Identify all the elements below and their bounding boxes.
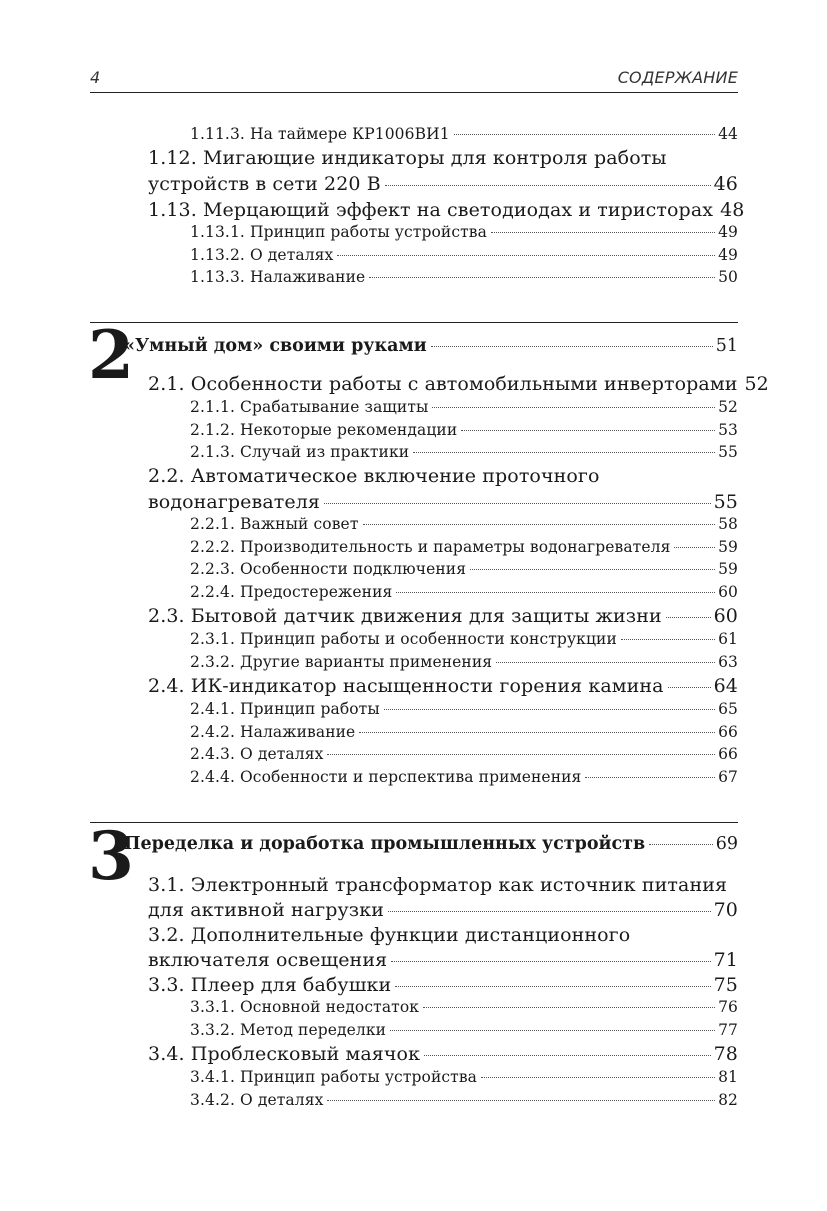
toc-entry[interactable]: водонагревателя 55: [148, 491, 738, 513]
toc-entry[interactable]: 2.4.2. Налаживание 66: [190, 723, 738, 741]
toc-entry[interactable]: 2.1. Особенности работы с автомобильными инверторами 52: [148, 373, 769, 395]
running-title: СОДЕРЖАНИЕ: [617, 68, 738, 87]
toc-entry[interactable]: включателя освещения 71: [148, 949, 738, 971]
toc-entry[interactable]: 2.2.1. Важный совет 58: [190, 515, 738, 533]
page-number: 4: [90, 68, 101, 87]
toc-entry[interactable]: 2.2.4. Предостережения 60: [190, 583, 738, 601]
toc-entry[interactable]: 3.3.1. Основной недостаток 76: [190, 998, 738, 1016]
toc-entry[interactable]: 2.1.2. Некоторые рекомендации 53: [190, 421, 738, 439]
running-header: [90, 68, 738, 93]
toc-entry[interactable]: 1.13.3. Налаживание 50: [190, 268, 738, 286]
toc-entry[interactable]: 3.4.1. Принцип работы устройства 81: [190, 1068, 738, 1086]
toc-entry[interactable]: 2.2.2. Производительность и параметры водонагревателя 59: [190, 538, 738, 556]
toc-entry[interactable]: для активной нагрузки 70: [148, 899, 738, 921]
toc-entry[interactable]: 3.3. Плеер для бабушки 75: [148, 974, 738, 996]
toc-entry[interactable]: 2.1.1. Срабатывание защиты 52: [190, 398, 738, 416]
toc-entry[interactable]: 3.4. Проблесковый маячок 78: [148, 1043, 738, 1065]
chapter-divider: [90, 822, 738, 823]
toc-entry-line1[interactable]: 3.2. Дополнительные функции дистанционного: [148, 924, 631, 946]
chapter-number: 3: [88, 817, 134, 895]
toc-entry[interactable]: 2.4.3. О деталях 66: [190, 745, 738, 763]
toc-entry[interactable]: 2.3. Бытовой датчик движения для защиты жизни 60: [148, 605, 738, 627]
toc-entry[interactable]: 1.13. Мерцающий эффект на светодиодах и тиристорах 48: [148, 199, 745, 221]
toc-entry[interactable]: 2.2.3. Особенности подключения 59: [190, 560, 738, 578]
toc-entry[interactable]: 3.4.2. О деталях 82: [190, 1091, 738, 1109]
toc-entry[interactable]: 2.3.2. Другие варианты применения 63: [190, 653, 738, 671]
toc-entry[interactable]: 2.3.1. Принцип работы и особенности конструкции 61: [190, 630, 738, 648]
toc-entry[interactable]: 3.3.2. Метод переделки 77: [190, 1021, 738, 1039]
toc-entry[interactable]: устройств в сети 220 В 46: [148, 173, 738, 195]
toc-entry-line1[interactable]: 2.2. Автоматическое включение проточного: [148, 465, 600, 487]
chapter-title-entry[interactable]: Переделка и доработка промышленных устройств 69: [124, 834, 738, 854]
chapter-title-entry[interactable]: «Умный дом» своими руками 51: [124, 336, 738, 356]
chapter-number: 2: [88, 316, 134, 394]
toc-entry[interactable]: 2.4. ИК-индикатор насыщенности горения камина 64: [148, 675, 738, 697]
toc-entry[interactable]: 2.4.4. Особенности и перспектива применения 67: [190, 768, 738, 786]
toc-entry-line1[interactable]: 3.1. Электронный трансформатор как источник питания: [148, 874, 728, 896]
chapter-divider: [90, 322, 738, 323]
toc-entry[interactable]: 2.1.3. Случай из практики 55: [190, 443, 738, 461]
toc-entry[interactable]: 1.11.3. На таймере КР1006ВИ1 44: [190, 125, 738, 143]
toc-entry[interactable]: 1.13.1. Принцип работы устройства 49: [190, 223, 738, 241]
toc-entry[interactable]: 2.4.1. Принцип работы 65: [190, 700, 738, 718]
toc-entry-line1[interactable]: 1.12. Мигающие индикаторы для контроля работы: [148, 147, 667, 169]
toc-entry[interactable]: 1.13.2. О деталях 49: [190, 246, 738, 264]
